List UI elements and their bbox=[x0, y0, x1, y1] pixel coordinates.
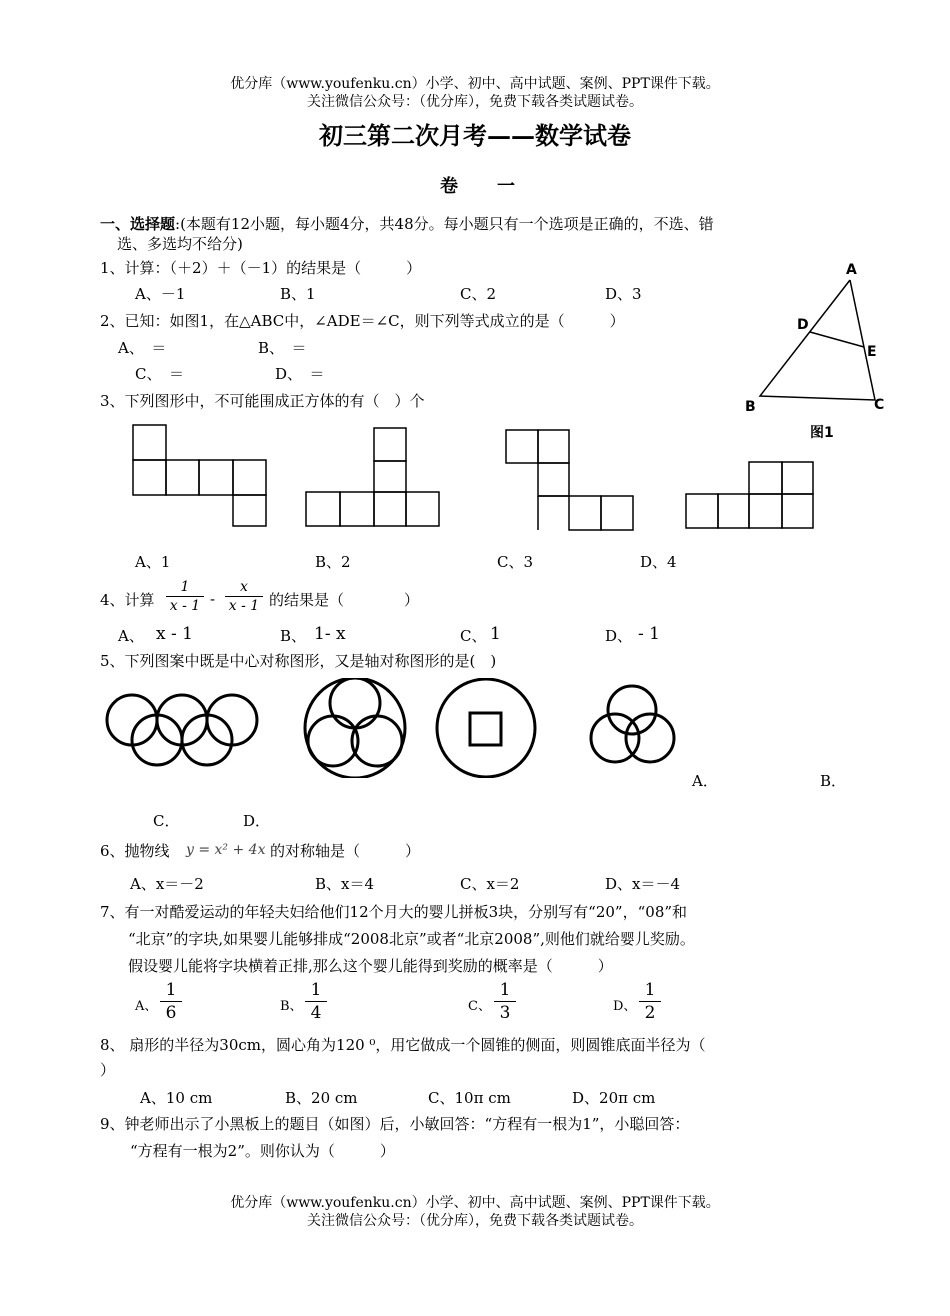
q7-option-d-num: 1 bbox=[644, 980, 656, 1000]
q5-option-b: B． bbox=[820, 772, 847, 790]
q1-option-a: A、－1 bbox=[135, 285, 186, 303]
q5-pattern-figures bbox=[0, 678, 950, 778]
triangle-outline bbox=[760, 280, 875, 400]
subtitle-right: 一 bbox=[497, 176, 515, 197]
q7-option-a-den: 6 bbox=[165, 1003, 177, 1023]
q7-option-d-den: 2 bbox=[644, 1003, 656, 1023]
pattern-coin-square bbox=[437, 679, 535, 777]
q7-option-c-den: 3 bbox=[499, 1003, 511, 1023]
q5-option-d: D． bbox=[243, 812, 271, 830]
q7-line-3: 假设婴儿能将字块横着正排,那么这个婴儿能得到奖励的概率是（ ） bbox=[128, 957, 613, 975]
q4-stem-pre: 4、计算 bbox=[100, 591, 155, 609]
q7-option-a-fraction bbox=[160, 980, 182, 1023]
q3-option-a: A、1 bbox=[135, 553, 171, 571]
q7-option-c-fraction bbox=[494, 980, 516, 1023]
q7-option-a-label: A、 bbox=[135, 999, 158, 1014]
q4-minus: - bbox=[210, 590, 216, 608]
q8-option-c: C、10π cm bbox=[428, 1089, 511, 1107]
q3-option-b: B、2 bbox=[315, 553, 351, 571]
q9-line-1: 9、钟老师出示了小黑板上的题目（如图）后，小敏回答：“方程有一根为1”，小聪回答： bbox=[100, 1115, 690, 1133]
q4-fraction-1-num: 1 bbox=[180, 579, 190, 595]
q8-line-1: 8、 扇形的半径为30cm，圆心角为120 ⁰，用它做成一个圆锥的侧面，则圆锥底面半径为（ bbox=[100, 1036, 706, 1054]
section-1-heading bbox=[100, 214, 714, 234]
q7-option-d-fraction bbox=[639, 980, 661, 1023]
q7-option-b-fraction bbox=[305, 980, 327, 1023]
footer-line-2: 关注微信公众号：（优分库），免费下载各类试题试卷。 bbox=[307, 1213, 643, 1229]
q4-fraction-1 bbox=[166, 579, 204, 614]
q4-option-d-value: - 1 bbox=[638, 624, 660, 644]
q7-option-d-label: D、 bbox=[613, 999, 637, 1014]
q4-option-c-label: C、 bbox=[460, 627, 487, 645]
q1-option-c: C、2 bbox=[460, 285, 497, 303]
figure-1-caption: 图1 bbox=[810, 425, 834, 441]
q6-option-c: C、x＝2 bbox=[460, 875, 520, 893]
q7-line-2: “北京”的字块,如果婴儿能够排成“2008北京”或者“北京2008”,则他们就给婴儿奖励。 bbox=[128, 930, 695, 948]
figure-1-label-c: C bbox=[874, 397, 885, 413]
header-line-1: 优分库（www.youfenku.cn）小学、初中、高中试题、案例、PPT课件下载。 bbox=[230, 76, 720, 92]
section-1-desc-2: 选、多选均不给分) bbox=[117, 235, 243, 253]
q8-option-b: B、20 cm bbox=[285, 1089, 358, 1107]
q4-option-d-label: D、 bbox=[605, 627, 633, 645]
q2-option-c: C、 ＝ bbox=[135, 365, 184, 383]
footer-line-1: 优分库（www.youfenku.cn）小学、初中、高中试题、案例、PPT课件下载。 bbox=[230, 1195, 720, 1211]
subtitle-left: 卷 bbox=[440, 176, 458, 197]
q4-option-b-label: B、 bbox=[280, 627, 307, 645]
cube-net-d bbox=[686, 462, 813, 528]
q6-option-d: D、x＝－4 bbox=[605, 875, 681, 893]
q2-stem: 2、已知：如图1，在△ABC中，∠ADE＝∠C，则下列等式成立的是（ ） bbox=[100, 312, 625, 330]
cube-net-a bbox=[133, 425, 266, 526]
q7-option-a-num: 1 bbox=[165, 980, 177, 1000]
q4-option-b-value: 1- x bbox=[314, 624, 346, 644]
pattern-circle-three-arcs bbox=[305, 678, 405, 778]
q4-fraction-2 bbox=[225, 579, 263, 614]
q4-fraction-2-den: x - 1 bbox=[228, 598, 260, 614]
q5-option-c: C． bbox=[153, 812, 180, 830]
q2-option-a: A、 ＝ bbox=[118, 339, 167, 357]
pattern-triquetra bbox=[591, 686, 674, 762]
q1-option-d: D、3 bbox=[605, 285, 642, 303]
cube-net-b bbox=[306, 428, 439, 526]
page-title: 初三第二次月考——数学试卷 bbox=[319, 121, 631, 150]
q6-option-a: A、x＝－2 bbox=[130, 875, 204, 893]
cube-net-c bbox=[506, 430, 633, 530]
q3-option-d: D、4 bbox=[640, 553, 677, 571]
q7-option-b-label: B、 bbox=[280, 999, 303, 1014]
q2-option-d: D、 ＝ bbox=[275, 365, 325, 383]
q7-option-c-num: 1 bbox=[499, 980, 511, 1000]
q6-option-b: B、x＝4 bbox=[315, 875, 375, 893]
q8-option-a: A、10 cm bbox=[140, 1089, 213, 1107]
q8-line-2: ） bbox=[100, 1061, 116, 1079]
q6-stem-pre: 6、抛物线 bbox=[100, 842, 170, 860]
q8-option-d: D、20π cm bbox=[572, 1089, 656, 1107]
pattern-rings bbox=[107, 695, 257, 765]
figure-1-label-a: A bbox=[846, 262, 857, 278]
q4-option-a-value: x - 1 bbox=[156, 624, 193, 644]
q1-option-b: B、1 bbox=[280, 285, 316, 303]
q4-fraction-1-den: x - 1 bbox=[169, 598, 201, 614]
q4-stem-post: 的结果是（ ） bbox=[269, 591, 420, 609]
q7-option-b-den: 4 bbox=[310, 1003, 322, 1023]
q4-option-c-value: 1 bbox=[490, 624, 501, 644]
figure-1-label-b: B bbox=[745, 399, 756, 415]
header-line-2: 关注微信公众号：（优分库），免费下载各类试题试卷。 bbox=[307, 94, 643, 110]
q1-stem: 1、计算：（＋2）＋（－1）的结果是（ ） bbox=[100, 259, 422, 277]
q6-stem-post: 的对称轴是（ ） bbox=[270, 842, 421, 860]
q5-option-a: A． bbox=[692, 772, 718, 790]
figure-1-label-e: E bbox=[867, 344, 877, 360]
figure-1-label-d: D bbox=[797, 317, 809, 333]
q4-option-a-label: A、 bbox=[118, 627, 144, 645]
section-1-label: 一、选择题 bbox=[100, 215, 176, 233]
q7-line-1: 7、有一对酷爱运动的年轻夫妇给他们12个月大的婴儿拼板3块，分别写有“20”，“08”和 bbox=[100, 903, 688, 921]
q2-option-b: B、 ＝ bbox=[258, 339, 307, 357]
q9-line-2: “方程有一根为2”。则你认为（ ） bbox=[130, 1142, 395, 1160]
q5-stem: 5、下列图案中既是中心对称图形，又是轴对称图形的是( ) bbox=[100, 652, 497, 670]
q3-stem: 3、下列图形中，不可能围成正方体的有（ ）个 bbox=[100, 392, 425, 410]
section-1-desc: :(本题有12小题，每小题4分，共48分。每小题只有一个选项是正确的，不选、错 bbox=[175, 215, 714, 233]
q4-fraction-2-num: x bbox=[240, 579, 248, 595]
q7-option-b-num: 1 bbox=[310, 980, 322, 1000]
q6-formula: y = x² + 4x bbox=[186, 842, 266, 858]
cube-net-figures bbox=[0, 420, 950, 540]
segment-de bbox=[810, 332, 864, 347]
q3-option-c: C、3 bbox=[497, 553, 534, 571]
q7-option-c-label: C、 bbox=[468, 999, 491, 1014]
